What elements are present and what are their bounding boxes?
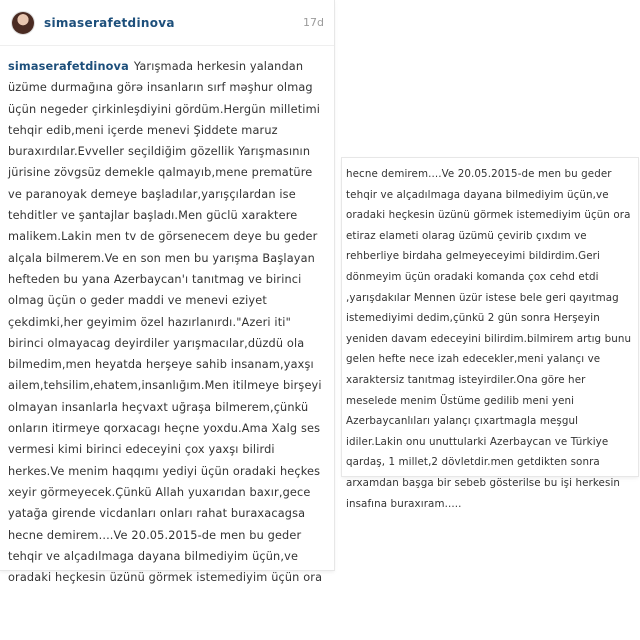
post-header [0, 0, 334, 46]
continuation-text: hecne demirem....Ve 20.05.2015-de men bu geder tehqir ve alçadılmaga dayana bilmediyim üçün,ve oradaki heçkesin üzünü görmek istemediyim üçün ora etiraz elameti olarag üzümü çevirib çıxdım ve rehberliye birdaha gelmeyeceyimi bildirdim.Geri dönmeyim üçün oradaki komanda çox cehd etdi ,yarışdakılar Mennen üzür istese bele geri qayıtmag istemediyimi dedim,çünkü 2 gün sonra Herşeyin yeniden davam edeceyini bilirdim.bilmirem artıg bunu gelen hefte nece izah edecekler,meni yalançı ve xaraktersiz tanıtmag isteyirdiler.Ona göre her meselede menim Üstüme gedilib meni yeni Azerbaycanlıları yalançı çıxartmagla meşgul idiler.Lakin onu unuttularki Azerbaycan ve Türkiye qardaş, 1 millet,2 dövletdir.men getdikten sonra arxamdan başga bir sebeb gösterilse bu işi herkesin insafına buraxıram..... [346, 168, 632, 510]
caption-username[interactable]: simaserafetdinova [8, 60, 129, 73]
post-username[interactable]: simaserafetdinova [44, 15, 175, 30]
caption-text: Yarışmada herkesin yalandan üzüme durmağına görə insanların sırf məşhur olmag üçün negeder çirkinleşdiyini gördüm.Hergün milletimi tehqir edib,meni içerde menevi Şiddete maruz buraxırdılar.Evveller seçildiğim gözellik Yarışmasının jürisine zövgsüz demekle qalmayıb,mene prematüre ve paranoyak demeye başladılar,yarışçılardan ise tehditler ve şantajlar başladı.Men güclü xaraktere malikem.Lakin men tv de görsenecem deye bu geder alçala bilmerem.Ve en son men bu yarışma Başlayan hefteden bu yana Azerbaycan'ı tanıtmag ve birinci olmag üçün o geder maddi ve menevi eziyet çekdimki,her geyimim özel hazırlanırdı."Azeri iti" birinci olmayacag deyirdiler yarışmacılar,düzdü ola bilmedim,men heyatda herşeye sahib insanam,yaxşı ailem,tehsilim,ehatem,insanlığım.Men itilmeye birşeyi olmayan insanlarla heçvaxt uğraşa bilmerem,çünkü onların itirmeye qorxacagı heçne yoxdu.Ama Xalg ses vermesi kimi birinci edeceyini çox yaxşı bilirdi herkes.Ve menim haqqımı yediyi üçün oradaki heçkes xeyir görmeyecek.Çünkü Allah yuxarıdan baxır,gece yatağa girende vicdanları onları rahat buraxacagsa hecne demirem....Ve 20.05.2015-de men bu geder tehqir ve alçadılmaga dayana bilmediyim üçün,ve oradaki heçkesin üzünü görmek istemediyim üçün ora [8, 60, 323, 585]
caption-continuation-panel [342, 158, 638, 510]
post-caption [0, 46, 334, 588]
instagram-post-panel [0, 0, 334, 585]
profile-avatar[interactable] [12, 12, 34, 34]
post-time: 17d [303, 16, 324, 29]
